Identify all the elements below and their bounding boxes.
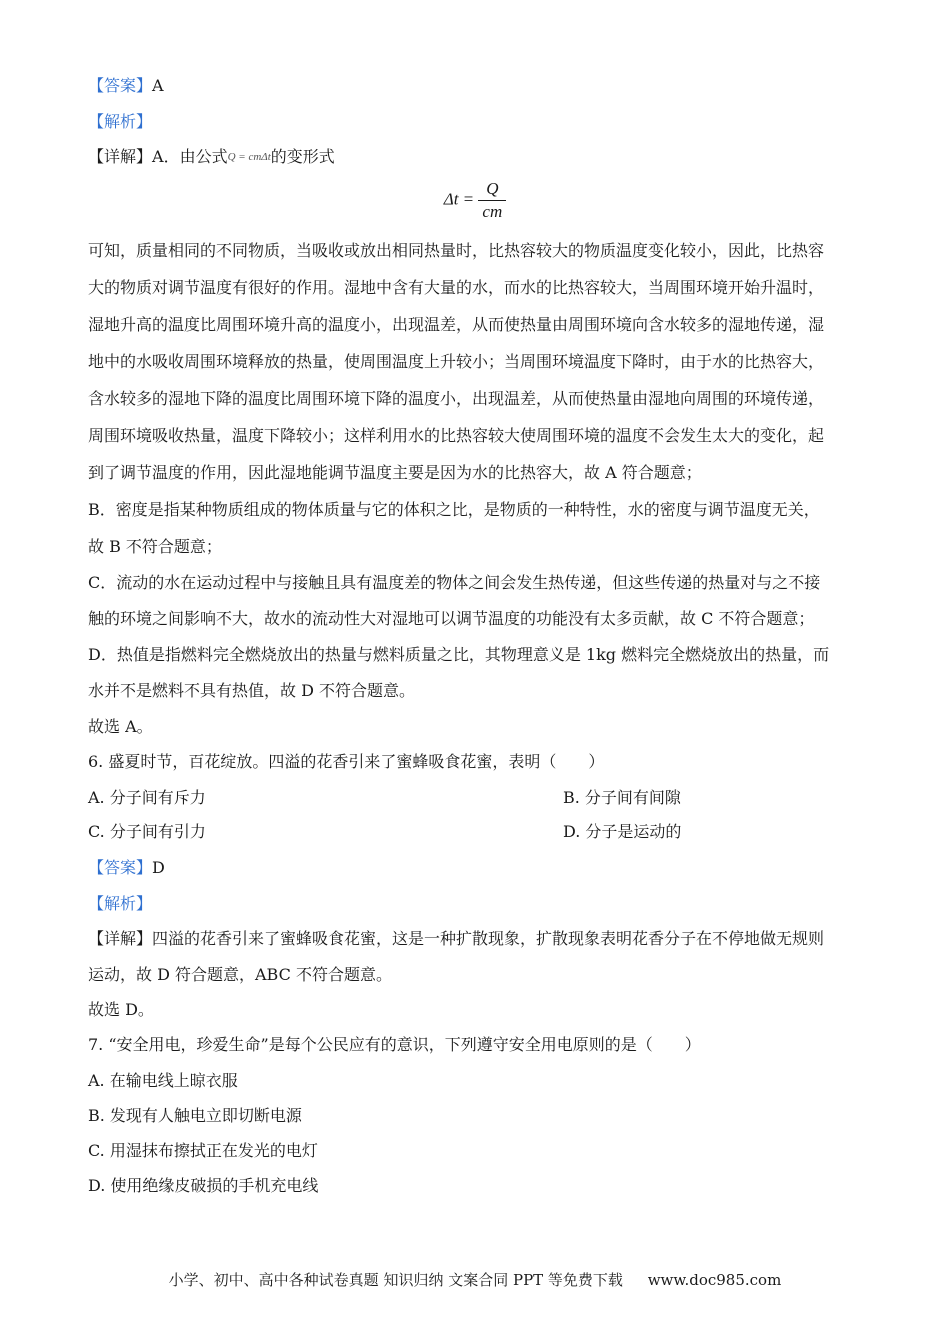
- answer-tag: 【答案】: [88, 858, 153, 877]
- q7-option-d: D. 使用绝缘皮破损的手机充电线: [88, 1176, 319, 1195]
- q5-line: 周围环境吸收热量，温度下降较小；这样利用水的比热容较大使周围环境的温度不会发生太大的变化，起: [88, 426, 825, 445]
- q5-line: 地中的水吸收周围环境释放的热量，使周围温度上升较小；当周围环境温度下降时，由于水的比热容大，: [88, 352, 825, 371]
- formula-numerator: Q: [478, 178, 506, 201]
- q7-option-c: C. 用湿抹布擦拭正在发光的电灯: [88, 1141, 318, 1160]
- q6-analysis-line: [88, 894, 862, 914]
- q6-option-row: [88, 822, 862, 842]
- page-footer: [0, 1270, 950, 1290]
- detail-intro-end: 的变形式: [270, 147, 335, 166]
- q5-line: B．密度是指某种物质组成的物体质量与它的体积之比，是物质的一种特性，水的密度与调节温度无关，: [88, 500, 820, 519]
- detail-tag: 【详解】: [88, 929, 153, 948]
- detail-tag: 【详解】: [88, 147, 153, 166]
- q6-option-c: C. 分子间有引力: [88, 822, 206, 841]
- formula-lhs: Δt =: [443, 189, 475, 209]
- formula-fraction: [478, 178, 506, 223]
- q5-answer-line: [88, 76, 862, 96]
- q5-analysis-line: [88, 112, 862, 132]
- q5-line: 触的环境之间影响不大，故水的流动性大对湿地可以调节温度的功能没有太多贡献，故 C 不符合题意；: [88, 609, 815, 628]
- footer-text: 小学、初中、高中各种试卷真题 知识归纳 文案合同 PPT 等免费下载: [168, 1271, 623, 1289]
- q5-line: 到了调节温度的作用，因此湿地能调节温度主要是因为水的比热容大，故 A 符合题意；: [88, 463, 702, 482]
- q6-option-d: D. 分子是运动的: [563, 822, 682, 841]
- q5-line: 含水较多的湿地下降的温度比周围环境下降的温度小，出现温差，从而使热量由湿地向周围的环境传递，: [88, 389, 825, 408]
- q5-line: 大的物质对调节温度有很好的作用。湿地中含有大量的水，而水的比热容较大，当周围环境开始升温时，: [88, 278, 825, 297]
- detail-text: 四溢的花香引来了蜜蜂吸食花蜜，这是一种扩散现象，扩散现象表明花香分子在不停地做无规则: [152, 929, 825, 948]
- q6-option-a: A. 分子间有斥力: [88, 788, 206, 807]
- q5-line: 可知，质量相同的不同物质，当吸收或放出相同热量时，比热容较大的物质温度变化较小，因此，比热容: [88, 241, 825, 260]
- footer-url[interactable]: www.doc985.com: [647, 1271, 782, 1289]
- q6-detail-line: [88, 929, 862, 949]
- answer-value: D: [152, 858, 165, 877]
- q7-stem: 7. “安全用电，珍爱生命”是每个公民应有的意识，下列遵守安全用电原则的是（ ）: [88, 1035, 701, 1054]
- q6-detail-line: 故选 D。: [88, 1000, 154, 1019]
- answer-tag: 【答案】: [88, 76, 153, 95]
- q6-option-b: B. 分子间有间隙: [563, 788, 681, 807]
- q7-option-a: A. 在输电线上晾衣服: [88, 1071, 238, 1090]
- q5-detail-intro: [88, 147, 862, 167]
- q6-stem: 6. 盛夏时节，百花绽放。四溢的花香引来了蜜蜂吸食花蜜，表明（ ）: [88, 752, 605, 771]
- analysis-tag: 【解析】: [88, 112, 153, 131]
- q5-line: 湿地升高的温度比周围环境升高的温度小，出现温差，从而使热量由周围环境向含水较多的湿地传递，湿: [88, 315, 825, 334]
- q7-option-b: B. 发现有人触电立即切断电源: [88, 1106, 302, 1125]
- q6-detail-line: 运动，故 D 符合题意，ABC 不符合题意。: [88, 965, 392, 984]
- q6-answer-line: [88, 858, 862, 878]
- q5-line: 故 B 不符合题意；: [88, 537, 222, 556]
- q5-line: C．流动的水在运动过程中与接触且具有温度差的物体之间会发生热传递，但这些传递的热量对与之不接: [88, 573, 821, 592]
- analysis-tag: 【解析】: [88, 894, 153, 913]
- formula-denominator: cm: [482, 202, 503, 221]
- heat-formula: [0, 178, 950, 223]
- q5-line: 故选 A。: [88, 717, 153, 736]
- inline-formula: Q = cmΔt: [227, 151, 271, 163]
- q5-line: D．热值是指燃料完全燃烧放出的热量与燃料质量之比，其物理意义是 1kg 燃料完全燃烧放出的热量，而: [88, 645, 830, 664]
- q6-option-row: [88, 788, 862, 808]
- q5-line: 水并不是燃料不具有热值，故 D 不符合题意。: [88, 681, 416, 700]
- detail-intro-text: A．由公式: [152, 147, 228, 166]
- answer-value: A: [152, 76, 164, 95]
